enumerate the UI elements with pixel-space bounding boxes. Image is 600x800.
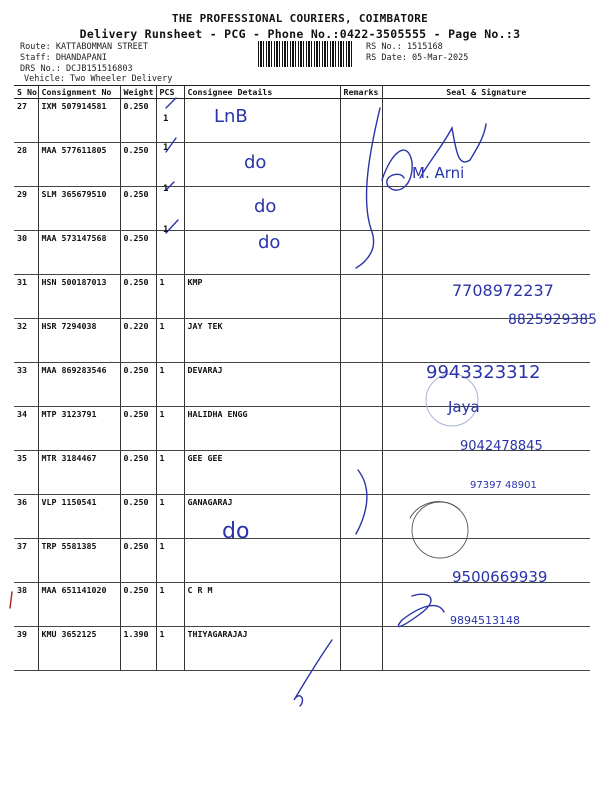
- col-consignment: Consignment No: [38, 86, 120, 99]
- table-row: [14, 99, 590, 143]
- drs-label: DRS No.: DCJB151516803: [20, 64, 133, 74]
- cell-consignee: [184, 187, 340, 231]
- cell-remarks: [340, 275, 382, 319]
- cell-seal: [382, 99, 590, 143]
- cell-sno: 37: [14, 539, 38, 583]
- cell-consignee: JAY TEK: [184, 319, 340, 363]
- cell-remarks: [340, 143, 382, 187]
- pcs-one-29: 1: [163, 184, 169, 194]
- hw-row-28: do: [244, 152, 267, 173]
- cell-seal: [382, 143, 590, 187]
- table-row: [14, 539, 590, 583]
- pcs-one-27: 1: [163, 114, 169, 124]
- cell-pcs: 1: [156, 495, 184, 539]
- table-row: [14, 143, 590, 187]
- cell-weight: 0.250: [120, 495, 156, 539]
- table-row: [14, 275, 590, 319]
- cell-remarks: [340, 231, 382, 275]
- table-row: [14, 627, 590, 671]
- cell-sno: 38: [14, 583, 38, 627]
- cell-weight: 0.250: [120, 187, 156, 231]
- cell-sno: 30: [14, 231, 38, 275]
- cell-pcs: 1: [156, 539, 184, 583]
- cell-remarks: [340, 407, 382, 451]
- cell-seal: [382, 407, 590, 451]
- cell-remarks: [340, 319, 382, 363]
- cell-pcs: [156, 187, 184, 231]
- cell-remarks: [340, 363, 382, 407]
- staff-label: Staff: DHANDAPANI: [20, 53, 107, 63]
- cell-consignee: GEE GEE: [184, 451, 340, 495]
- cell-weight: 0.250: [120, 231, 156, 275]
- cell-weight: 0.250: [120, 539, 156, 583]
- cell-pcs: [156, 231, 184, 275]
- cell-seal: [382, 451, 590, 495]
- cell-remarks: [340, 187, 382, 231]
- cell-pcs: 1: [156, 583, 184, 627]
- vehicle-label: Vehicle: Two Wheeler Delivery: [24, 74, 173, 84]
- hw-signature-34: Jaya: [448, 398, 480, 416]
- route-label: Route: KATTABOMMAN STREET: [20, 42, 148, 52]
- col-remarks: Remarks: [340, 86, 382, 99]
- hw-phone-32: 8825929385: [508, 312, 598, 328]
- cell-consignee: HALIDHA ENGG: [184, 407, 340, 451]
- cell-sno: 28: [14, 143, 38, 187]
- col-weight: Weight: [120, 86, 156, 99]
- cell-remarks: [340, 451, 382, 495]
- col-consignee: Consignee Details: [184, 86, 340, 99]
- cell-weight: 0.250: [120, 363, 156, 407]
- cell-pcs: [156, 143, 184, 187]
- cell-consignment: IXM 507914581: [38, 99, 120, 143]
- hw-phone-31: 7708972237: [452, 281, 554, 300]
- hw-phone-35: 9042478845: [460, 439, 543, 454]
- margin-mark: [10, 592, 12, 608]
- cell-seal: [382, 319, 590, 363]
- cell-pcs: 1: [156, 451, 184, 495]
- rs-number: RS No.: 1515168: [366, 42, 443, 52]
- hw-row-30: do: [258, 232, 281, 253]
- table-header: [14, 86, 590, 99]
- cell-sno: 35: [14, 451, 38, 495]
- cell-pcs: 1: [156, 319, 184, 363]
- cell-weight: 0.250: [120, 143, 156, 187]
- cell-remarks: [340, 583, 382, 627]
- pcs-one-28: 1: [163, 143, 169, 153]
- cell-remarks: [340, 495, 382, 539]
- cell-weight: 0.250: [120, 99, 156, 143]
- cell-sno: 33: [14, 363, 38, 407]
- cell-pcs: 1: [156, 363, 184, 407]
- hw-phone-36: 97397 48901: [470, 480, 537, 491]
- cell-sno: 32: [14, 319, 38, 363]
- cell-seal: [382, 627, 590, 671]
- cell-weight: 0.220: [120, 319, 156, 363]
- table-row: [14, 407, 590, 451]
- cell-consignee: THIYAGARAJAJ: [184, 627, 340, 671]
- cell-consignment: MAA 651141020: [38, 583, 120, 627]
- cell-seal: [382, 363, 590, 407]
- runsheet-table: [14, 85, 590, 671]
- cell-consignee: [184, 143, 340, 187]
- cell-consignment: MAA 869283546: [38, 363, 120, 407]
- barcode-image: [258, 41, 354, 67]
- cell-seal: [382, 275, 590, 319]
- hw-phone-33: 9943323312: [426, 362, 541, 383]
- col-sno: S No: [14, 86, 38, 99]
- table-row: [14, 451, 590, 495]
- cell-weight: 1.390: [120, 627, 156, 671]
- company-title: THE PROFESSIONAL COURIERS, COIMBATORE: [171, 12, 429, 25]
- hw-phone-38: 9500669939: [452, 568, 548, 586]
- cell-consignment: HSR 7294038: [38, 319, 120, 363]
- col-seal: Seal & Signature: [382, 86, 590, 99]
- cell-weight: 0.250: [120, 451, 156, 495]
- hw-row-27: LnB: [214, 106, 248, 127]
- hw-phone-39: 9894513148: [450, 614, 520, 627]
- cell-consignment: MAA 573147568: [38, 231, 120, 275]
- cell-consignment: VLP 1150541: [38, 495, 120, 539]
- runsheet-subtitle: Delivery Runsheet - PCG - Phone No.:0422-3505555 - Page No.:3: [79, 27, 521, 41]
- cell-sno: 31: [14, 275, 38, 319]
- hw-row-29: do: [254, 196, 277, 217]
- cell-consignee: DEVARAJ: [184, 363, 340, 407]
- cell-seal: [382, 495, 590, 539]
- cell-pcs: [156, 99, 184, 143]
- table-row: [14, 187, 590, 231]
- cell-consignee: [184, 99, 340, 143]
- cell-sno: 27: [14, 99, 38, 143]
- cell-remarks: [340, 539, 382, 583]
- cell-sno: 36: [14, 495, 38, 539]
- cell-consignment: MTR 3184467: [38, 451, 120, 495]
- cell-seal: [382, 583, 590, 627]
- cell-consignment: TRP 5581385: [38, 539, 120, 583]
- col-pcs: PCS: [156, 86, 184, 99]
- cell-sno: 29: [14, 187, 38, 231]
- table-row: [14, 319, 590, 363]
- cell-consignment: MTP 3123791: [38, 407, 120, 451]
- cell-sno: 39: [14, 627, 38, 671]
- cell-remarks: [340, 99, 382, 143]
- cell-seal: [382, 231, 590, 275]
- cell-consignee: [184, 231, 340, 275]
- cell-consignee: KMP: [184, 275, 340, 319]
- hw-row-37: do: [222, 519, 250, 544]
- cell-pcs: 1: [156, 407, 184, 451]
- table-row: [14, 231, 590, 275]
- cell-weight: 0.250: [120, 275, 156, 319]
- cell-consignee: GANAGARAJ: [184, 495, 340, 539]
- pcs-one-30: 1: [163, 225, 169, 235]
- cell-weight: 0.250: [120, 407, 156, 451]
- cell-consignment: HSN 500187013: [38, 275, 120, 319]
- cell-seal: [382, 187, 590, 231]
- cell-consignment: KMU 3652125: [38, 627, 120, 671]
- rs-date: RS Date: 05-Mar-2025: [366, 53, 469, 63]
- cell-sno: 34: [14, 407, 38, 451]
- cell-weight: 0.250: [120, 583, 156, 627]
- table-row: [14, 363, 590, 407]
- hw-signature-top: M. Arni: [412, 164, 465, 182]
- cell-seal: [382, 539, 590, 583]
- cell-consignee: C R M: [184, 583, 340, 627]
- table-row: [14, 583, 590, 627]
- cell-pcs: 1: [156, 275, 184, 319]
- table-row: [14, 495, 590, 539]
- cell-consignee: [184, 539, 340, 583]
- cell-consignment: MAA 577611805: [38, 143, 120, 187]
- cell-consignment: SLM 365679510: [38, 187, 120, 231]
- cell-pcs: 1: [156, 627, 184, 671]
- cell-remarks: [340, 627, 382, 671]
